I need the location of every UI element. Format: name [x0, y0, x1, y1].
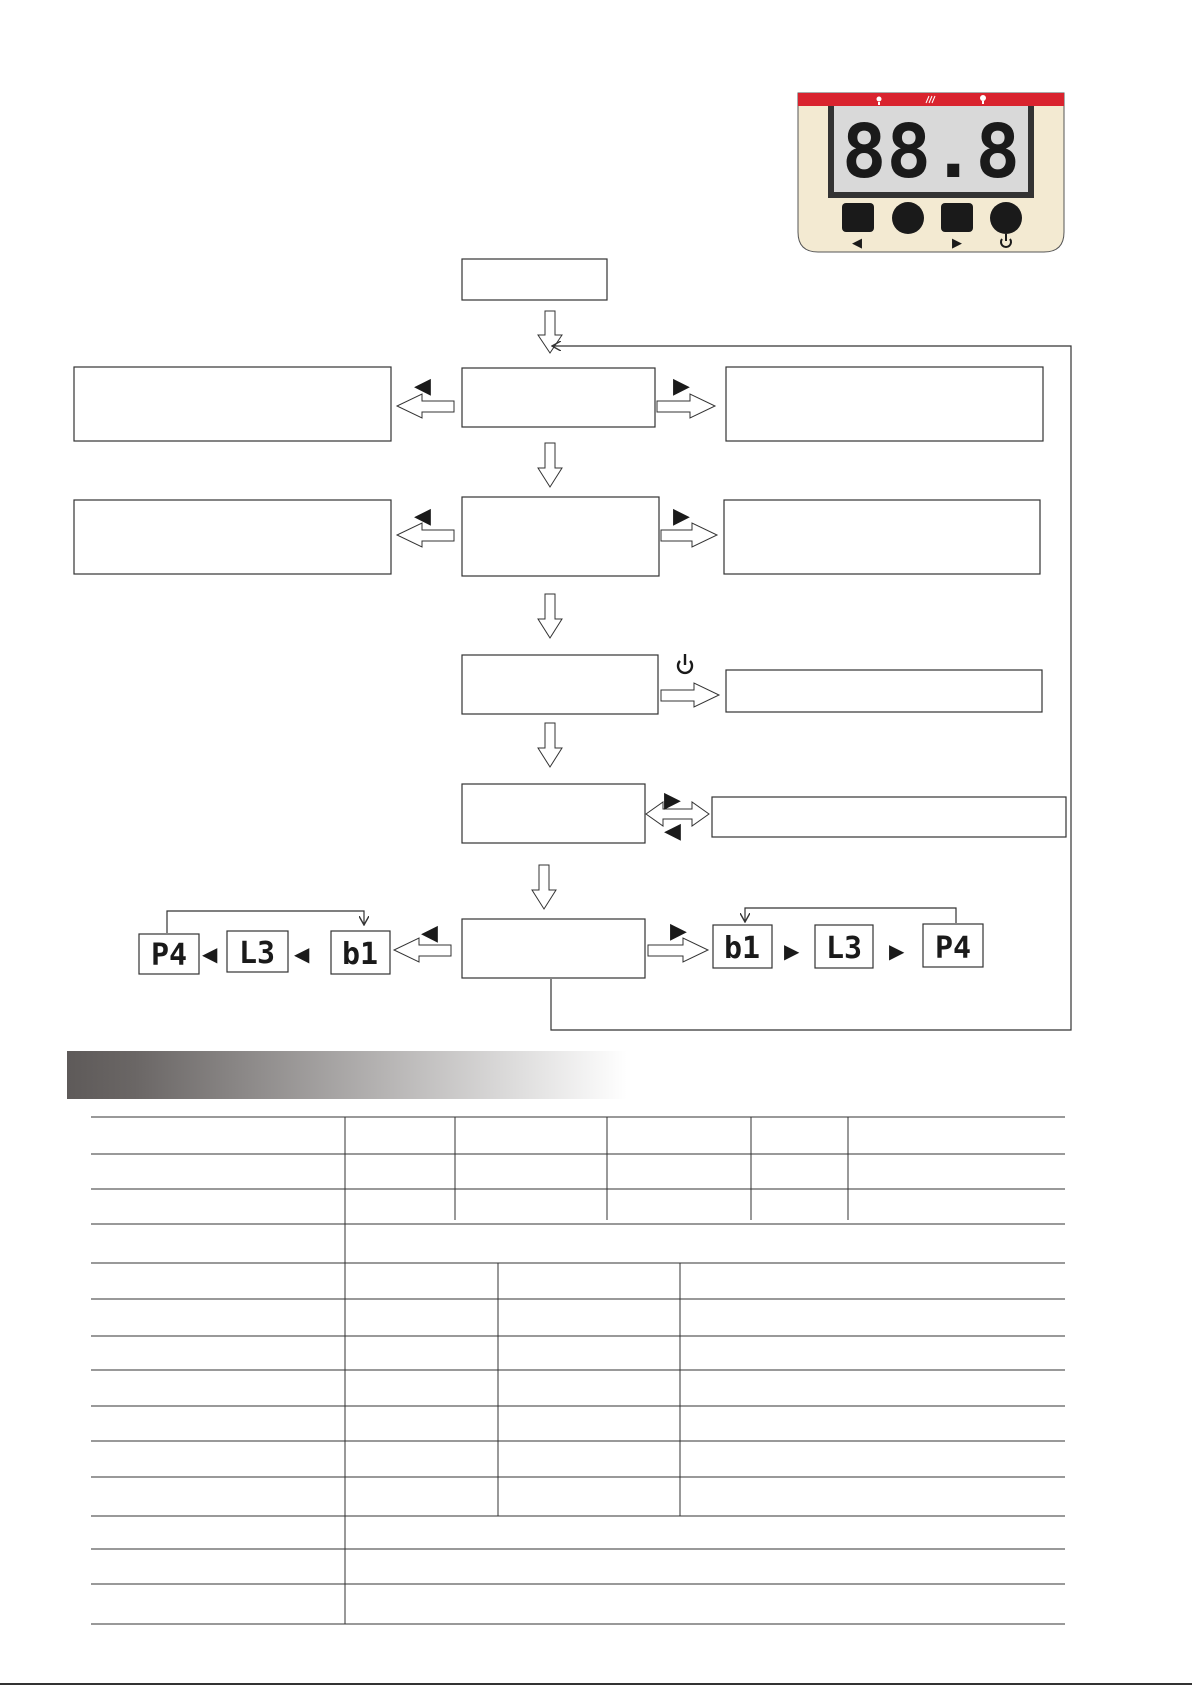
- left-code-sequence: [139, 911, 390, 974]
- right-seq-loop-line: [745, 908, 956, 923]
- right-square-button[interactable]: [941, 203, 973, 232]
- device-panel: [798, 93, 1064, 252]
- down-arrow-1: [538, 311, 562, 353]
- left-code-p4: P4: [150, 938, 188, 973]
- spec-table: [91, 1117, 1065, 1624]
- down-arrow-3: [538, 594, 562, 638]
- step-3-right-box: [726, 670, 1042, 712]
- right-code-l3: L3: [825, 931, 863, 966]
- right-arrow-symbol-5: ▶: [670, 918, 687, 943]
- left-arrow-symbol-4: ◀: [664, 818, 681, 843]
- step-1-box: [462, 368, 655, 427]
- lcd-display-value: 88.8: [841, 109, 1021, 195]
- left-round-button[interactable]: [892, 202, 924, 234]
- power-round-button[interactable]: [990, 202, 1022, 234]
- hollow-arrow-right-3: [661, 683, 719, 707]
- right-arrow-symbol-1: ▶: [673, 373, 690, 398]
- left-arrow-symbol-2: ◀: [414, 503, 431, 528]
- step-4-box: [462, 784, 645, 843]
- left-arrow-label: ◀: [852, 235, 862, 250]
- step-3-box: [462, 655, 658, 714]
- right-seq-arrow-1: ▶: [784, 941, 800, 963]
- left-seq-loop-line: [167, 911, 364, 933]
- left-square-button[interactable]: [842, 203, 874, 232]
- flow-boxes: [74, 259, 1066, 978]
- step-2-left-box: [74, 500, 391, 574]
- step-1-right-box: [726, 367, 1043, 441]
- right-code-b1: b1: [723, 931, 761, 966]
- left-code-l3: L3: [238, 936, 276, 971]
- down-arrow-4: [538, 723, 562, 767]
- down-arrows: [532, 311, 562, 909]
- right-code-p4: P4: [934, 931, 972, 966]
- right-code-sequence: [713, 908, 983, 968]
- side-arrows: [394, 394, 719, 962]
- step-2-box: [462, 497, 659, 576]
- start-box: [462, 259, 607, 300]
- down-arrow-5: [532, 865, 556, 909]
- step-2-right-box: [724, 500, 1040, 574]
- step-5-box: [462, 919, 645, 978]
- loop-back-line: [551, 346, 1071, 1030]
- power-icon: [678, 654, 692, 673]
- left-seq-arrow-2: ◀: [294, 944, 310, 966]
- right-seq-arrow-2: ▶: [889, 941, 905, 963]
- section-header-band: [67, 1051, 627, 1099]
- step-1-left-box: [74, 367, 391, 441]
- left-arrow-symbol-1: ◀: [414, 373, 431, 398]
- step-4-right-box: [712, 797, 1066, 837]
- left-code-b1: b1: [341, 937, 379, 972]
- left-arrow-symbol-5: ◀: [421, 920, 438, 945]
- right-arrow-label: ▶: [952, 235, 962, 250]
- right-arrow-symbol-2: ▶: [673, 503, 690, 528]
- down-arrow-2: [538, 443, 562, 487]
- left-seq-arrow-1: ◀: [202, 944, 218, 966]
- right-arrow-symbol-4: ▶: [664, 787, 681, 812]
